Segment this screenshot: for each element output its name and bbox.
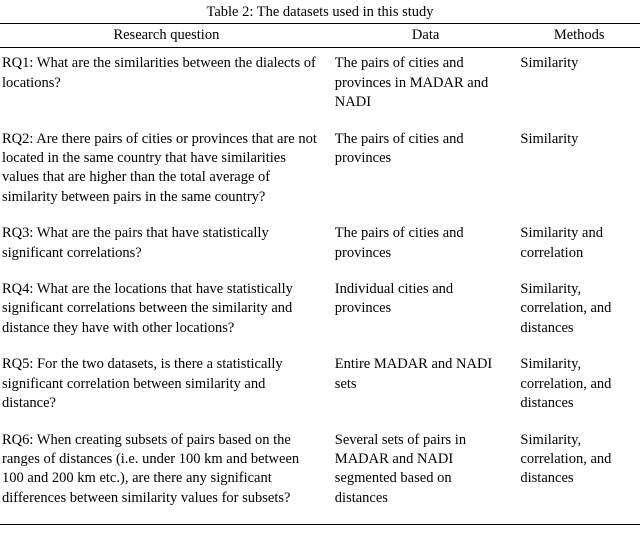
rq5-question: RQ5: For the two datasets, is there a statistically significant correlation between similarity and distance? <box>2 356 283 412</box>
rq3-methods: Similarity and correlation <box>520 225 603 261</box>
header-methods: Methods <box>518 24 640 48</box>
rq6-data: Several sets of pairs in MADAR and NADI segmented based on distances <box>334 431 467 506</box>
rq6-question: RQ6: When creating subsets of pairs based on the ranges of distances (i.e. under 100 km and between 100 and 200 km etc.), are there any significant differences between similarity values for subsets? <box>2 431 300 506</box>
rq5-methods: Similarity, correlation, and distances <box>520 356 612 412</box>
header-row <box>0 24 640 48</box>
rq2-data: The pairs of cities and provinces <box>334 130 464 166</box>
table-row-rq5 <box>0 349 640 424</box>
rq1-methods: Similarity <box>520 55 579 72</box>
table-row-rq1 <box>0 48 640 124</box>
rq1-data: The pairs of cities and provinces in MADAR and NADI <box>334 55 489 111</box>
rq4-question: RQ4: What are the locations that have statistically significant correlations between the similarity and distance they have with other locations? <box>2 281 293 336</box>
rq5-data: Entire MADAR and NADI sets <box>334 356 493 392</box>
table-row-rq2 <box>0 124 640 219</box>
rq3-data: The pairs of cities and provinces <box>334 225 464 261</box>
table-row-rq4 <box>0 274 640 349</box>
header-research-question: Research question <box>0 24 333 48</box>
rq1-question: RQ1: What are the similarities between the dialects of locations? <box>2 55 316 91</box>
datasets-table <box>0 23 640 525</box>
table-row-rq6 <box>0 425 640 525</box>
table-caption: Table 2: The datasets used in this study <box>206 4 434 20</box>
rq4-data: Individual cities and provinces <box>334 281 454 317</box>
rq3-question: RQ3: What are the pairs that have statistically significant correlations? <box>2 225 269 261</box>
table-row-rq3 <box>0 218 640 274</box>
rq4-methods: Similarity, correlation, and distances <box>520 281 612 336</box>
rq2-question: RQ2: Are there pairs of cities or provinces that are not located in the same country that have similarities values that are higher than the total average of similarity between pairs in the same country? <box>2 130 317 205</box>
rq6-methods: Similarity, correlation, and distances <box>520 431 612 487</box>
rq2-methods: Similarity <box>520 130 579 147</box>
header-data: Data <box>333 24 519 48</box>
